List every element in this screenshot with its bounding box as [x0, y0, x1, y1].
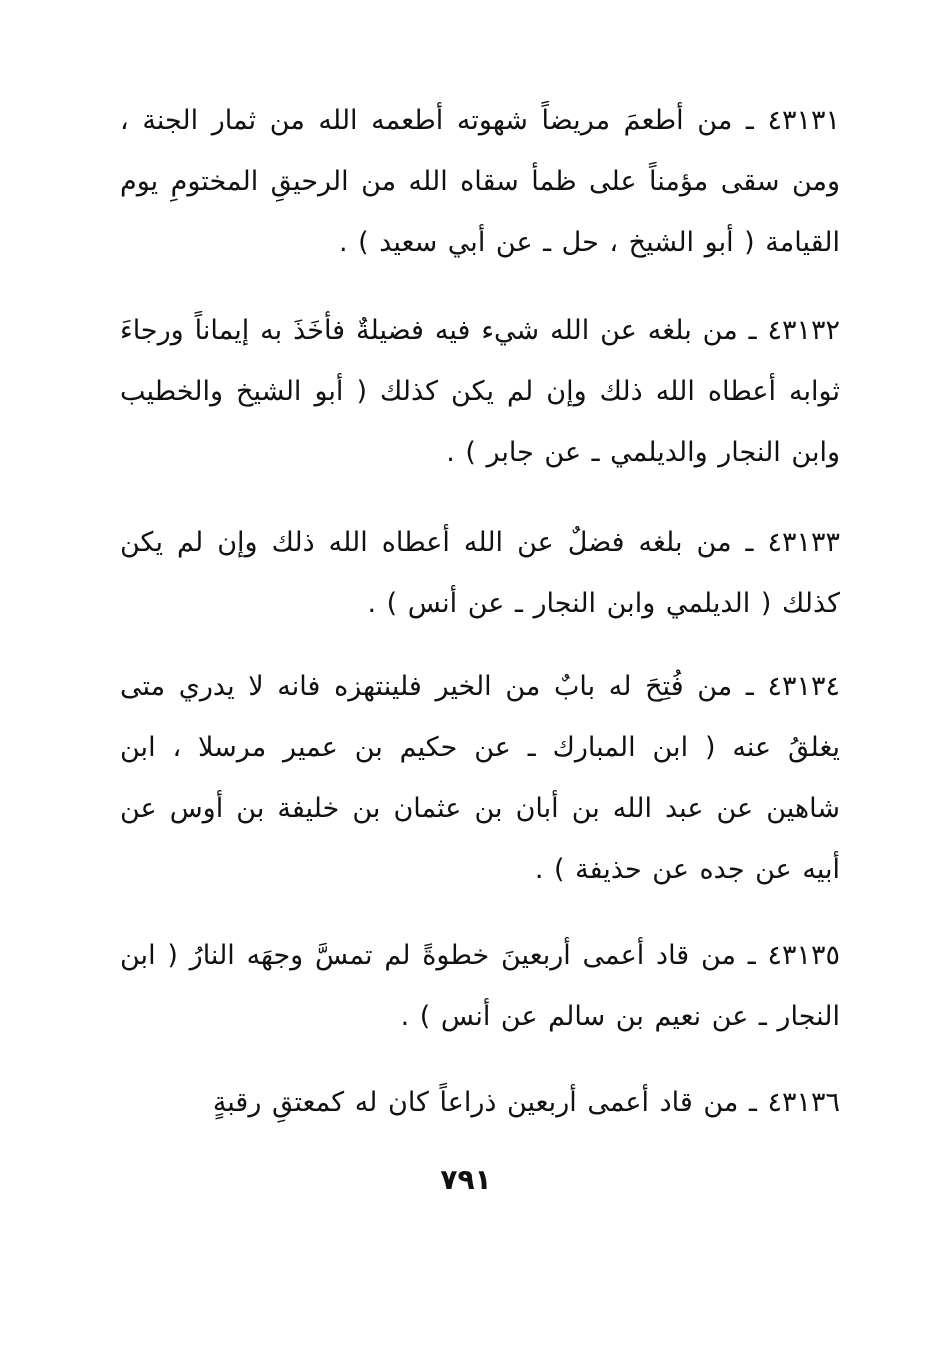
hadith-number: ٤٣١٣٤	[767, 671, 840, 702]
page-number: ٧٩١	[440, 1163, 492, 1196]
hadith-number: ٤٣١٣٢	[767, 315, 840, 346]
hadith-number: ٤٣١٣٦	[767, 1087, 840, 1118]
hadith-43131	[120, 90, 840, 273]
hadith-text: ـ من بلغه عن الله شيء فيه فضيلةٌ فأخَذَ به إيماناً ورجاءَ ثوابه أعطاه الله ذلك وإن لم يكن كذلك ( أبو الشيخ والخطيب وابن النجار والديلمي ـ عن جابر ) .	[120, 315, 840, 468]
hadith-number: ٤٣١٣١	[767, 105, 840, 136]
hadith-text: ـ من بلغه فضلٌ عن الله أعطاه الله ذلك وإن لم يكن كذلك ( الديلمي وابن النجار ـ عن أنس ) .	[120, 527, 840, 619]
hadith-text: ـ من قاد أعمى أربعين ذراعاً كان له كمعتقِ رقبةٍ	[212, 1087, 757, 1118]
hadith-43132	[120, 300, 840, 483]
hadith-number: ٤٣١٣٥	[767, 940, 840, 971]
hadith-text: ـ من أطعمَ مريضاً شهوته أطعمه الله من ثمار الجنة ، ومن سقى مؤمناً على ظمأ سقاه الله من الرحيقِ المختومِ يوم القيامة ( أبو الشيخ ، حل ـ عن أبي سعيد ) .	[120, 105, 840, 258]
hadith-text: ـ من فُتِحَ له بابٌ من الخير فلينتهزه فانه لا يدري متى يغلقُ عنه ( ابن المبارك ـ عن حكيم بن عمير مرسلا ، ابن شاهين عن عبد الله بن أبان بن عثمان بن خليفة بن أوس عن أبيه عن جده عن حذيفة ) .	[120, 671, 840, 885]
hadith-43135	[120, 925, 840, 1047]
hadith-43134	[120, 656, 840, 900]
hadith-43136	[120, 1072, 840, 1133]
hadith-text: ـ من قاد أعمى أربعينَ خطوةً لم تمسَّ وجهَه النارُ ( ابن النجار ـ عن نعيم بن سالم عن أنس ) .	[120, 940, 840, 1032]
hadith-43133	[120, 512, 840, 634]
hadith-number: ٤٣١٣٣	[767, 527, 841, 558]
